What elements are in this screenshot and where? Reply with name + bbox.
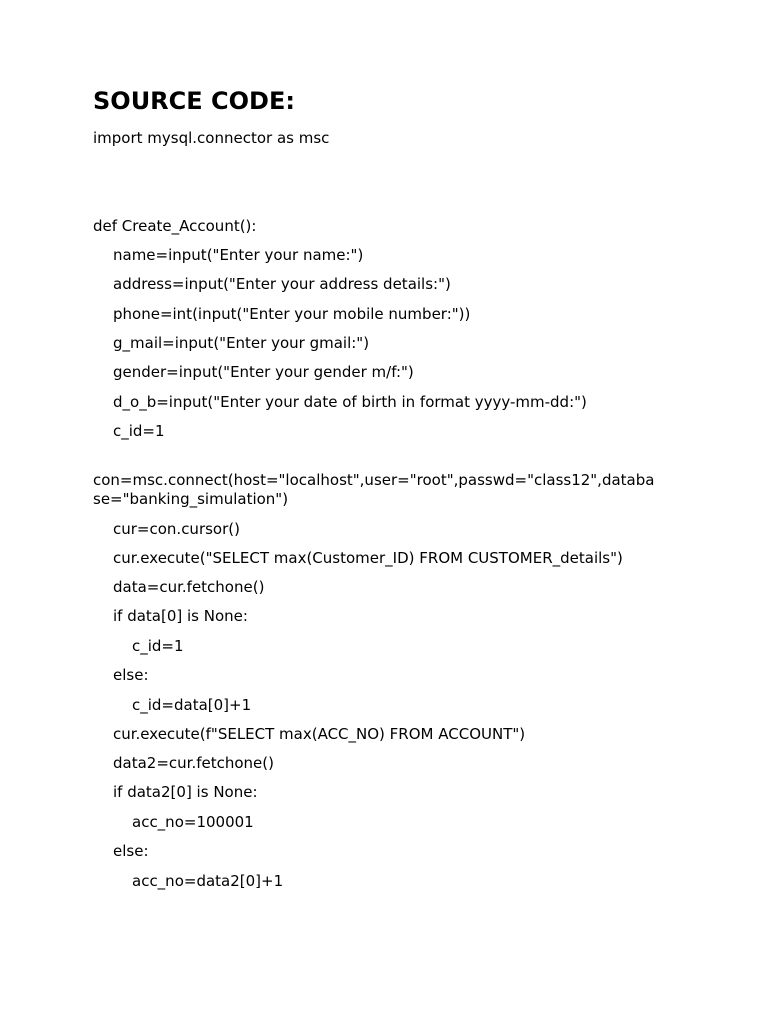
code-line-cursor: cur=con.cursor() [113, 520, 240, 538]
code-line-cid-init: c_id=1 [113, 422, 165, 440]
code-line-phone: phone=int(input("Enter your mobile number:")) [113, 305, 471, 323]
code-line-import: import mysql.connector as msc [93, 129, 330, 147]
code-line-if1: if data[0] is None: [113, 607, 248, 625]
code-line-exec1: cur.execute("SELECT max(Customer_ID) FROM CUSTOMER_details") [113, 549, 623, 567]
code-line-cid-next: c_id=data[0]+1 [132, 696, 252, 714]
code-line-fetch1: data=cur.fetchone() [113, 578, 265, 596]
code-line-dob: d_o_b=input("Enter your date of birth in format yyyy-mm-dd:") [113, 393, 587, 411]
code-line-exec2: cur.execute(f"SELECT max(ACC_NO) FROM ACCOUNT") [113, 725, 526, 743]
code-line-acc-init: acc_no=100001 [132, 813, 254, 831]
code-line-connect-1: con=msc.connect(host="localhost",user="root",passwd="class12",databa [93, 471, 655, 489]
code-line-gender: gender=input("Enter your gender m/f:") [113, 363, 414, 381]
code-line-address: address=input("Enter your address details:") [113, 275, 451, 293]
code-line-else1: else: [113, 666, 149, 684]
code-line-cid-one: c_id=1 [132, 637, 184, 655]
code-line-gmail: g_mail=input("Enter your gmail:") [113, 334, 370, 352]
code-line-name: name=input("Enter your name:") [113, 246, 364, 264]
code-line-connect-2: se="banking_simulation") [93, 490, 289, 508]
code-line-def: def Create_Account(): [93, 217, 257, 235]
code-line-acc-next: acc_no=data2[0]+1 [132, 872, 284, 890]
section-heading: SOURCE CODE: [93, 87, 295, 115]
code-line-fetch2: data2=cur.fetchone() [113, 754, 274, 772]
code-line-else2: else: [113, 842, 149, 860]
code-line-if2: if data2[0] is None: [113, 783, 258, 801]
